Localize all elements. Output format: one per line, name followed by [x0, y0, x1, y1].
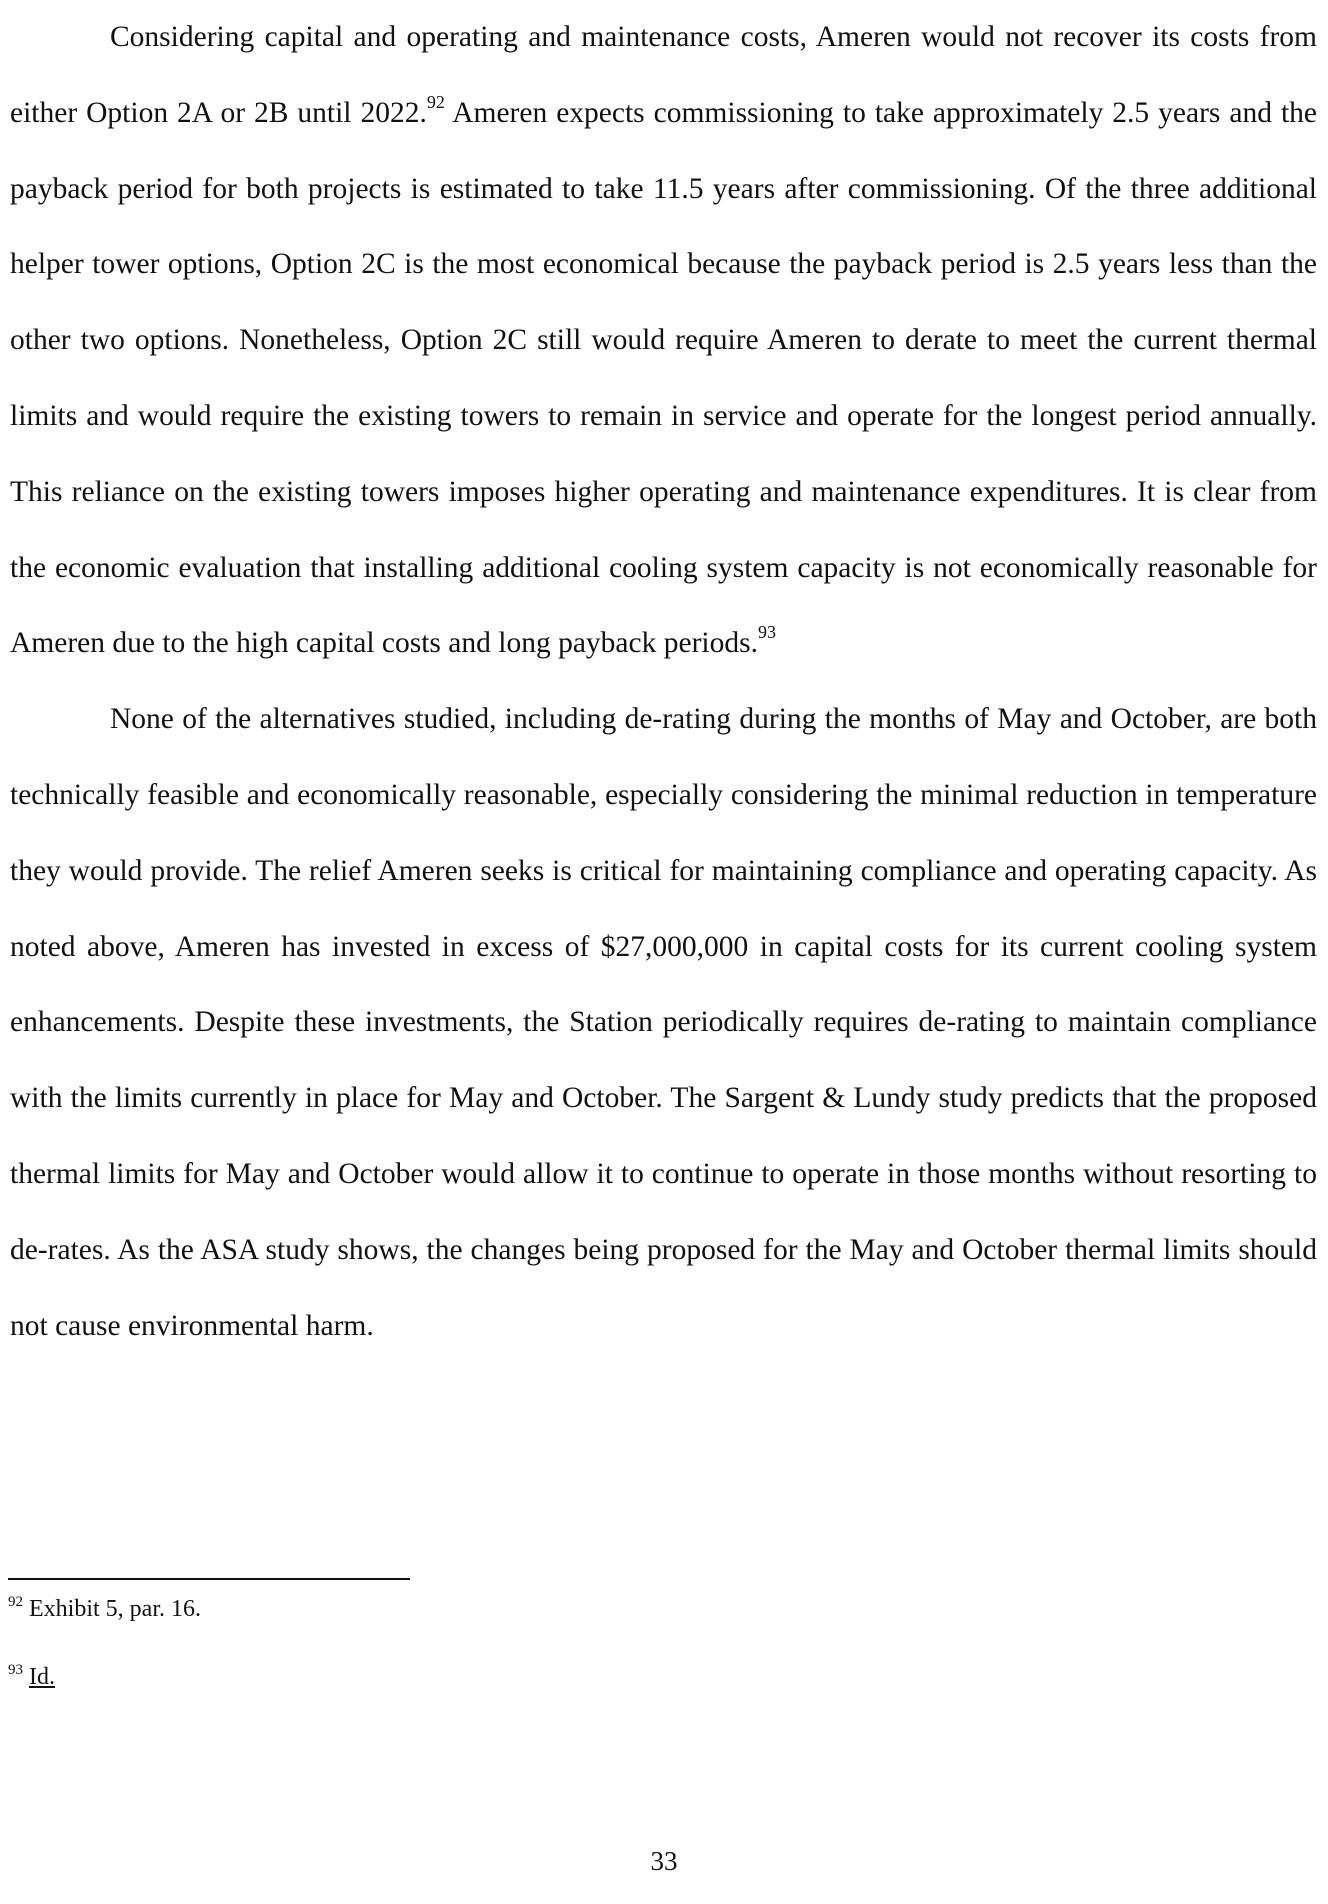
footnote-text: Exhibit 5, par. 16. [29, 1596, 201, 1622]
page-number: 33 [650, 1846, 678, 1876]
footnote-ref-93[interactable]: 93 [757, 622, 776, 643]
footnote-number: 92 [8, 1594, 23, 1610]
paragraph-1-text-a: Considering capital and operating and maintenance costs, Ameren would not recover its costs from either Option 2A or 2B until 2022. [10, 21, 1317, 129]
footnote-separator [8, 1578, 410, 1580]
footnote-93 [8, 1662, 55, 1692]
footnote-ref-92[interactable]: 92 [426, 91, 445, 112]
footnote-92 [8, 1594, 201, 1624]
footnote-text: Id. [29, 1664, 55, 1690]
footnote-number: 93 [8, 1662, 23, 1678]
body-text [10, 0, 1317, 1364]
paragraph-1-text-b: Ameren expects commissioning to take approximately 2.5 years and the payback period for both projects is estimated to take 11.5 years after commissioning. Of the three additional helper tower options, Option 2C is the most economical because the payback period is 2.5 years less than the other two options. Nonetheless, Option 2C still would require Ameren to derate to meet the current thermal limits and would require the existing towers to remain in service and operate for the longest period annually. This reliance on the existing towers imposes higher operating and maintenance expenditures. It is clear from the economic evaluation that installing additional cooling system capacity is not economically reasonable for Ameren due to the high capital costs and long payback periods. [10, 96, 1317, 660]
paragraph-1 [10, 0, 1317, 682]
paragraph-2: None of the alternatives studied, including de-rating during the months of May and October, are both technically feasible and economically reasonable, especially considering the minimal reduction in temperature they would provide. The relief Ameren seeks is critical for maintaining compliance and operating capacity. As noted above, Ameren has invested in excess of $27,000,000 in capital costs for its current cooling system enhancements. Despite these investments, the Station periodically requires de-rating to maintain compliance with the limits currently in place for May and October. The Sargent & Lundy study predicts that the proposed thermal limits for May and October would allow it to continue to operate in those months without resorting to de-rates. As the ASA study shows, the changes being proposed for the May and October thermal limits should not cause environmental harm. [10, 703, 1317, 1342]
